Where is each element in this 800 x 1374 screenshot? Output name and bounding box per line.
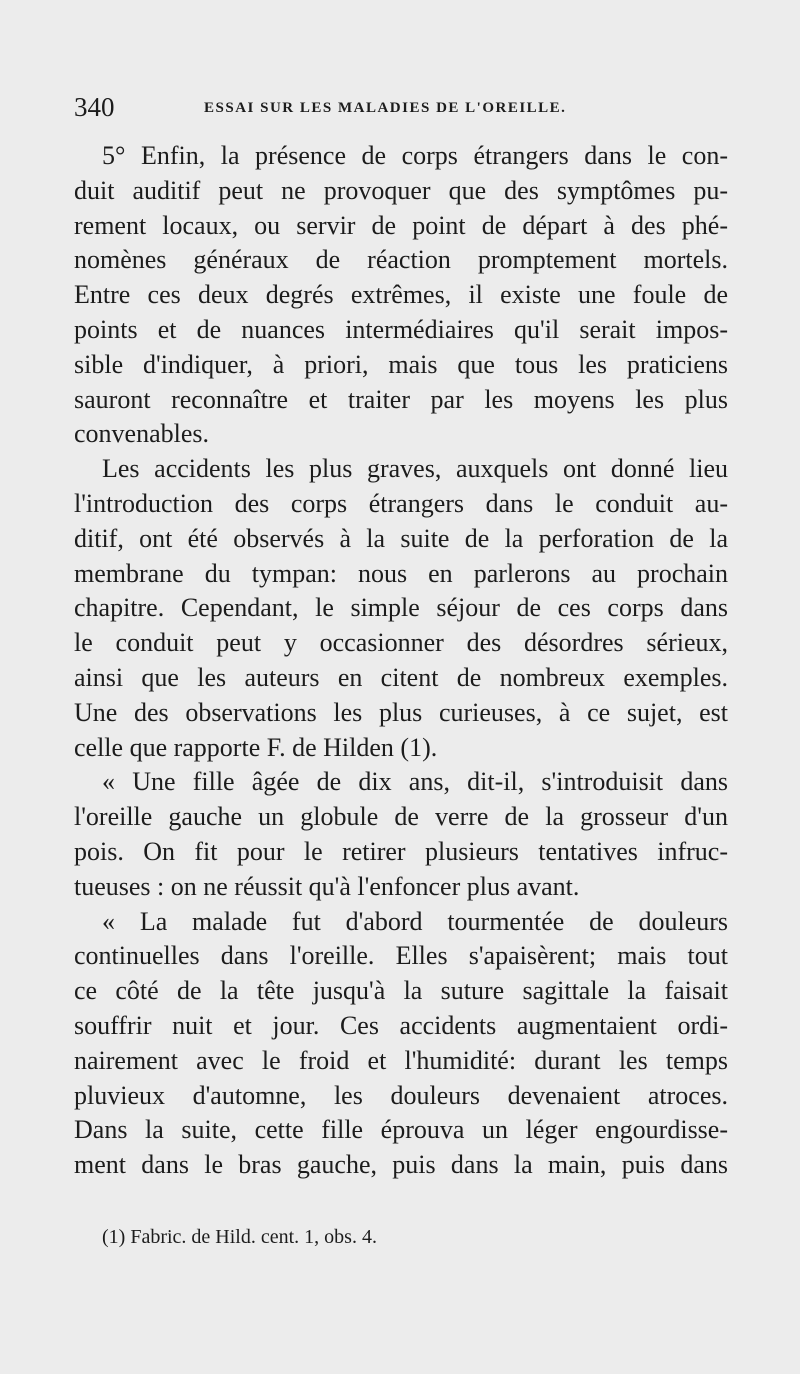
running-title: ESSAI SUR LES MALADIES DE L'OREILLE. <box>204 100 567 116</box>
text-line: « Une fille âgée de dix ans, dit-il, s'introduisit dans <box>102 767 728 797</box>
text-line: ainsi que les auteurs en citent de nombreux exemples. <box>74 662 728 692</box>
text-line: Une des observations les plus curieuses, à ce sujet, est <box>74 697 728 727</box>
text-line: souffrir nuit et jour. Ces accidents augmentaient ordi- <box>74 1010 728 1040</box>
text-line: sible d'indiquer, à priori, mais que tous les praticiens <box>74 349 728 379</box>
text-line: convenables. <box>74 419 210 449</box>
text-line: tueuses : on ne réussit qu'à l'enfoncer plus avant. <box>74 871 580 901</box>
text-line: membrane du tympan: nous en parlerons au prochain <box>74 558 728 588</box>
text-line: Dans la suite, cette fille éprouva un léger engourdisse- <box>74 1115 728 1145</box>
text-line: Entre ces deux degrés extrêmes, il existe une foule de <box>74 280 728 310</box>
page-header <box>74 92 734 128</box>
text-line: chapitre. Cependant, le simple séjour de ces corps dans <box>74 593 728 623</box>
footnote: (1) Fabric. de Hild. cent. 1, obs. 4. <box>102 1226 377 1248</box>
text-line: celle que rapporte F. de Hilden (1). <box>74 732 438 762</box>
text-line: l'introduction des corps étrangers dans le conduit au- <box>74 488 728 518</box>
text-line: nomènes généraux de réaction promptement mortels. <box>74 245 728 275</box>
text-line: pois. On fit pour le retirer plusieurs tentatives infruc- <box>74 836 728 866</box>
text-line: ditif, ont été observés à la suite de la perforation de la <box>74 523 728 553</box>
text-line: pluvieux d'automne, les douleurs devenaient atroces. <box>74 1080 728 1110</box>
text-line: nairement avec le froid et l'humidité: durant les temps <box>74 1045 728 1075</box>
text-line: le conduit peut y occasionner des désordres sérieux, <box>74 628 728 658</box>
text-line: « La malade fut d'abord tourmentée de douleurs <box>102 906 728 936</box>
text-line: rement locaux, ou servir de point de départ à des phé- <box>74 210 728 240</box>
text-line: l'oreille gauche un globule de verre de la grosseur d'un <box>74 802 728 832</box>
text-line: points et de nuances intermédiaires qu'il serait impos- <box>74 314 728 344</box>
text-line: sauront reconnaître et traiter par les moyens les plus <box>74 384 728 414</box>
body-text <box>74 139 728 1183</box>
text-line: 5° Enfin, la présence de corps étrangers dans le con- <box>102 141 728 170</box>
text-line: duit auditif peut ne provoquer que des symptômes pu- <box>74 175 728 205</box>
text-line: continuelles dans l'oreille. Elles s'apaisèrent; mais tout <box>74 941 728 971</box>
text-line: ment dans le bras gauche, puis dans la main, puis dans <box>74 1150 728 1180</box>
text-line: Les accidents les plus graves, auxquels ont donné lieu <box>102 454 728 484</box>
page-number: 340 <box>74 92 115 122</box>
text-line: ce côté de la tête jusqu'à la suture sagittale la faisait <box>74 976 728 1006</box>
